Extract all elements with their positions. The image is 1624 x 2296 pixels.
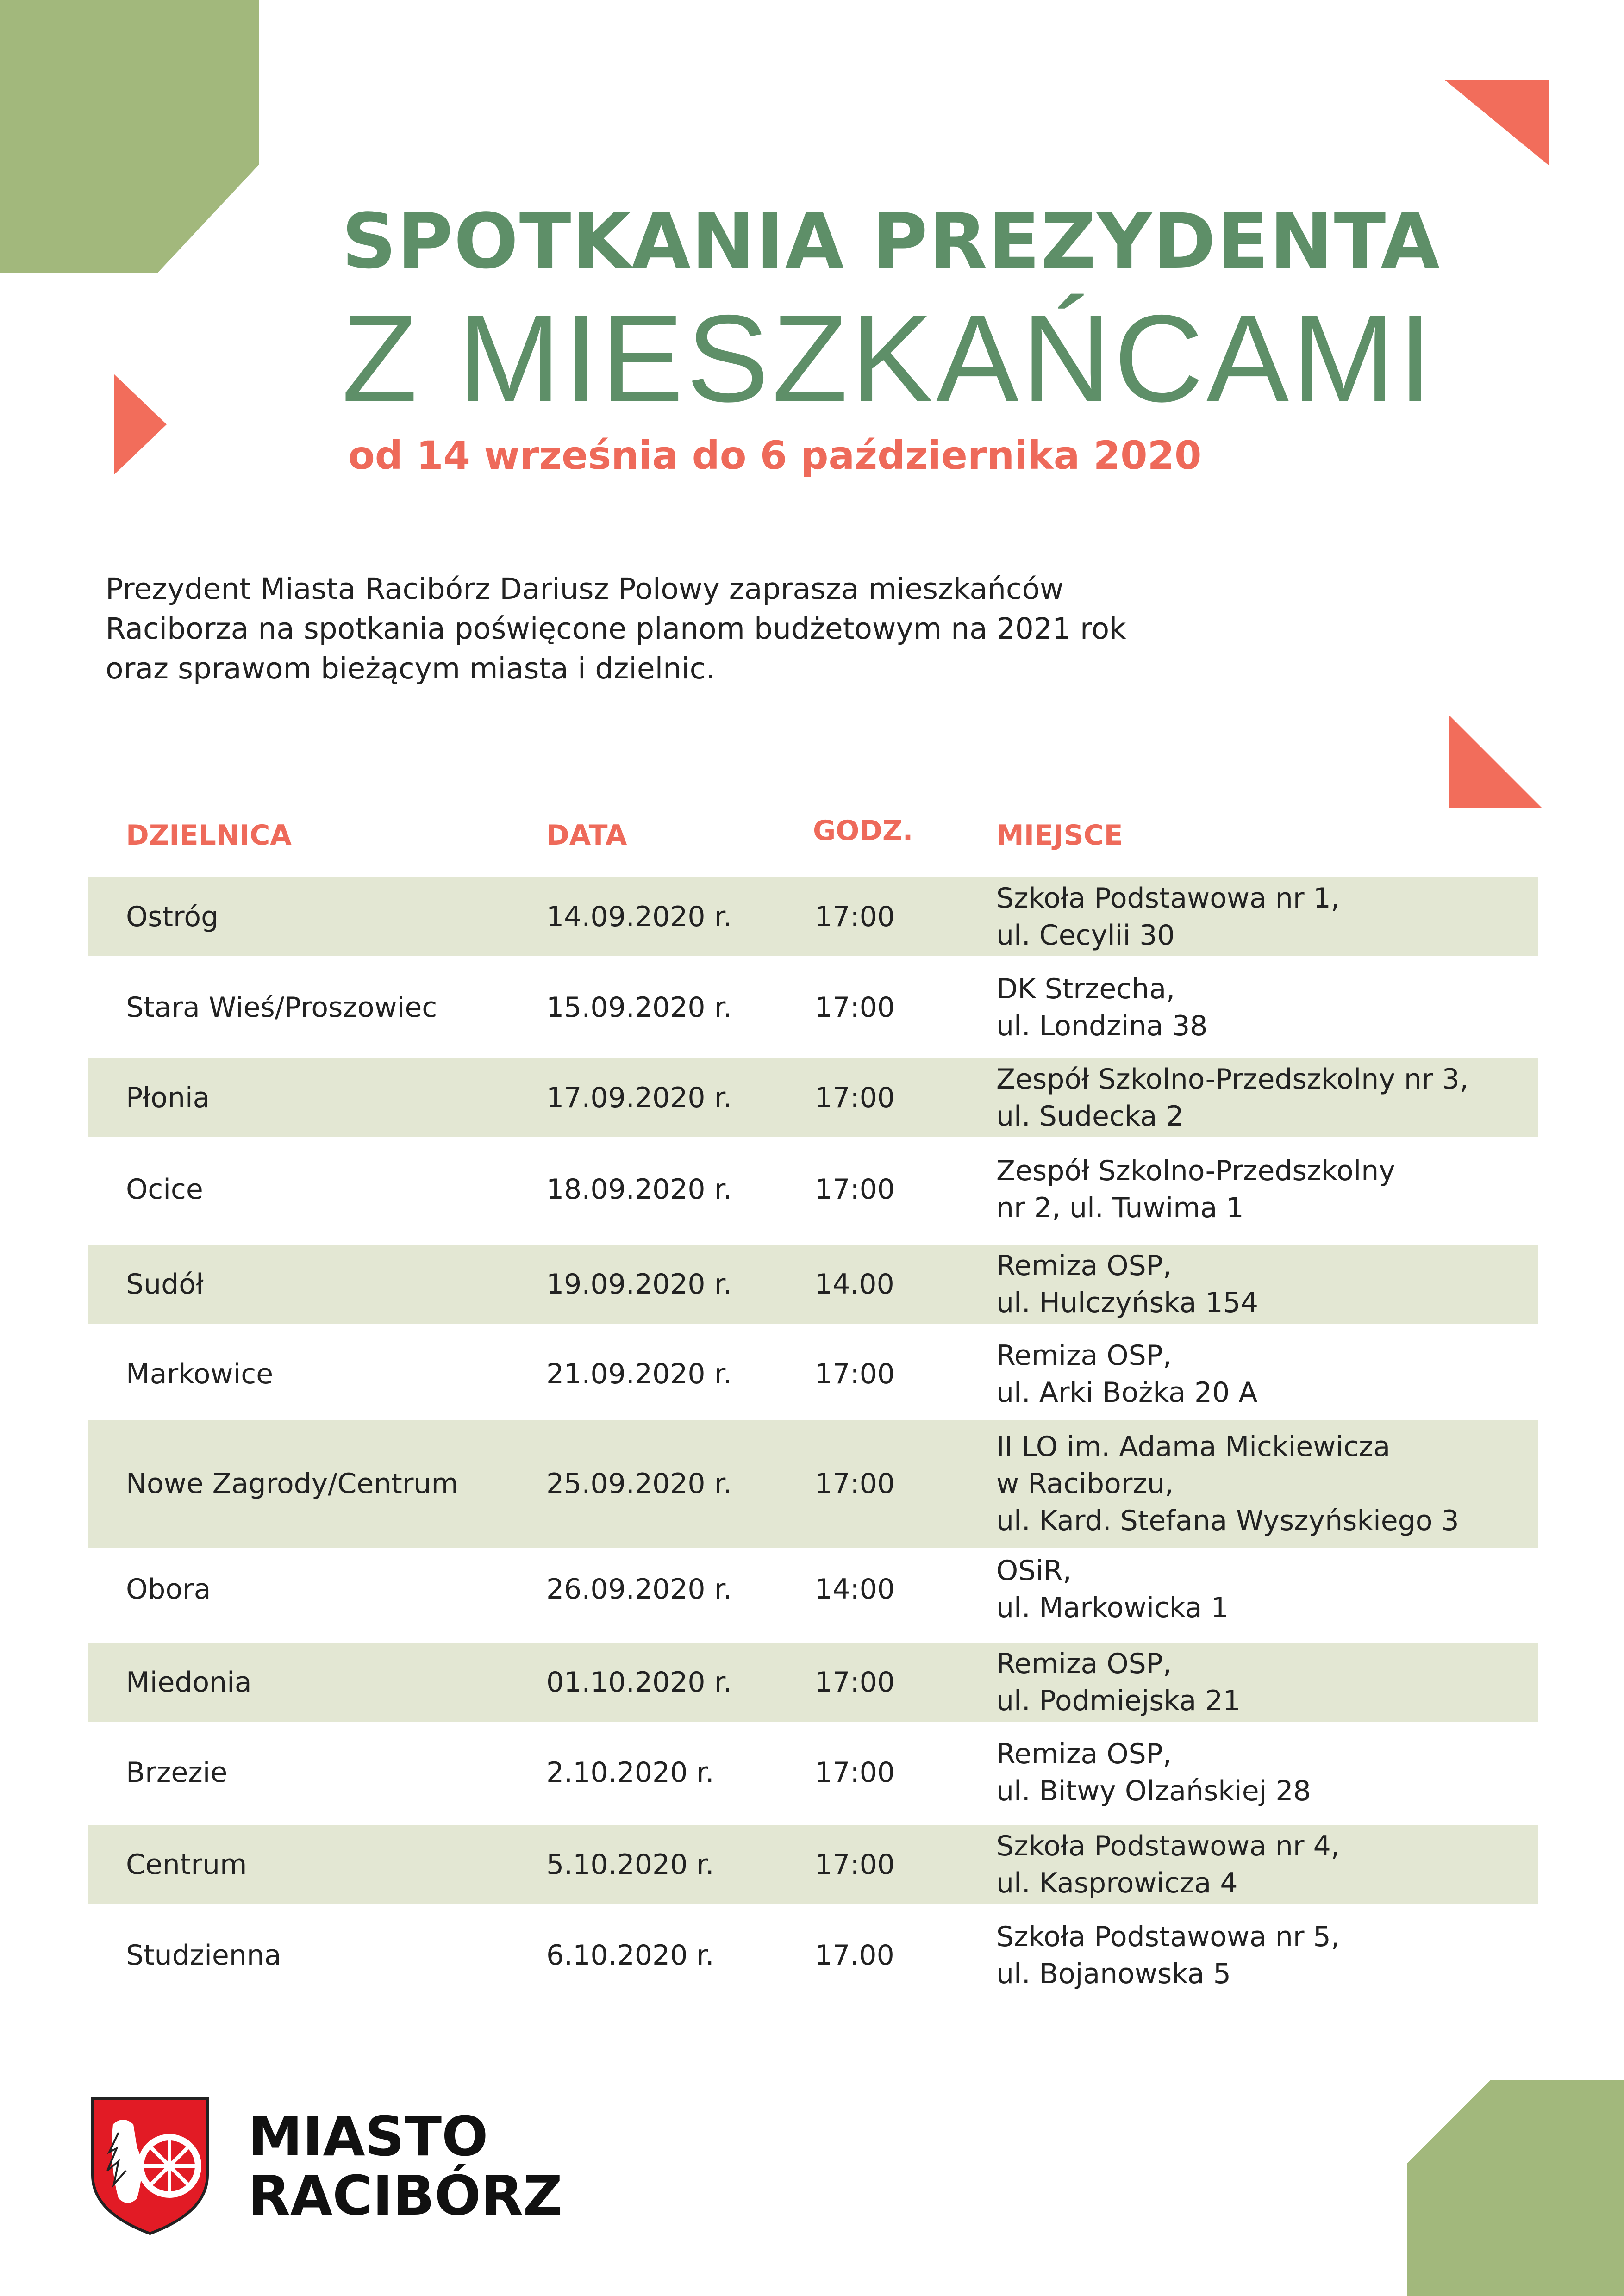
- cell-time: 17:00: [815, 1468, 895, 1500]
- cell-district: Stara Wieś/Proszowiec: [126, 991, 437, 1024]
- cell-place: Remiza OSP, ul. Podmiejska 21: [996, 1648, 1241, 1717]
- eagle-and-wheel-crest-icon: [91, 2097, 209, 2235]
- cell-date: 14.09.2020 r.: [546, 901, 732, 933]
- cell-district: Sudół: [126, 1268, 204, 1300]
- cell-district: Studzienna: [126, 1939, 281, 1972]
- cell-place: Szkoła Podstawowa nr 4, ul. Kasprowicza 4: [996, 1830, 1340, 1899]
- page-title-line2: Z MIESZKAŃCAMI: [342, 289, 1436, 428]
- header-district: DZIELNICA: [126, 819, 292, 852]
- cell-district: Miedonia: [126, 1666, 252, 1699]
- cell-place: Szkoła Podstawowa nr 1, ul. Cecylii 30: [996, 882, 1340, 952]
- header-place: MIEJSCE: [996, 819, 1123, 852]
- header-date: DATA: [546, 819, 627, 852]
- cell-time: 17:00: [815, 1666, 895, 1699]
- cell-date: 15.09.2020 r.: [546, 991, 732, 1024]
- cell-date: 5.10.2020 r.: [546, 1848, 714, 1881]
- cell-district: Płonia: [126, 1082, 210, 1114]
- table-row: [88, 1643, 1538, 1722]
- cell-time: 17:00: [815, 1848, 895, 1881]
- cell-district: Centrum: [126, 1848, 247, 1881]
- cell-place: Remiza OSP, ul. Hulczyńska 154: [996, 1250, 1258, 1319]
- cell-time: 17:00: [815, 1358, 895, 1390]
- cell-date: 18.09.2020 r.: [546, 1173, 732, 1206]
- cell-date: 01.10.2020 r.: [546, 1666, 732, 1699]
- table-row: [88, 1916, 1538, 1995]
- table-row: [88, 1550, 1538, 1629]
- cell-district: Ocice: [126, 1173, 203, 1206]
- cell-time: 14:00: [815, 1573, 895, 1605]
- intro-paragraph: Prezydent Miasta Racibórz Dariusz Polowy zaprasza mieszkańców Raciborza na spotkania poświęcone planom budżetowym na 2021 rok oraz sprawom bieżącym miasta i dzielnic.: [106, 572, 1126, 685]
- page-title-line1: SPOTKANIA PREZYDENTA: [342, 197, 1441, 286]
- header-time: GODZ.: [813, 815, 913, 847]
- table-row: [88, 1825, 1538, 1904]
- cell-place: Zespół Szkolno-Przedszkolny nr 3, ul. Sudecka 2: [996, 1063, 1468, 1132]
- cell-place: II LO im. Adama Mickiewicza w Raciborzu, ul. Kard. Stefana Wyszyńskiego 3: [996, 1431, 1459, 1537]
- cell-time: 17:00: [815, 1756, 895, 1789]
- cell-date: 19.09.2020 r.: [546, 1268, 732, 1300]
- logo-line2: RACIBÓRZ: [248, 2164, 563, 2228]
- date-range-subtitle: od 14 września do 6 października 2020: [348, 433, 1202, 478]
- cell-time: 17:00: [815, 991, 895, 1024]
- cell-time: 17:00: [815, 1082, 895, 1114]
- cell-date: 2.10.2020 r.: [546, 1756, 714, 1789]
- table-row: [88, 1420, 1538, 1548]
- cell-place: DK Strzecha, ul. Londzina 38: [996, 973, 1208, 1042]
- cell-place: OSiR, ul. Markowicka 1: [996, 1555, 1229, 1624]
- cell-district: Obora: [126, 1573, 211, 1605]
- table-row: [88, 1335, 1538, 1413]
- cell-date: 6.10.2020 r.: [546, 1939, 714, 1972]
- cell-district: Ostróg: [126, 901, 219, 933]
- cell-place: Remiza OSP, ul. Bitwy Olzańskiej 28: [996, 1738, 1311, 1807]
- cell-place: Remiza OSP, ul. Arki Bożka 20 A: [996, 1339, 1258, 1409]
- table-row: [88, 968, 1538, 1047]
- table-row: [88, 1150, 1538, 1229]
- cell-time: 17:00: [815, 1173, 895, 1206]
- cell-time: 17.00: [815, 1939, 894, 1972]
- cell-district: Brzezie: [126, 1756, 228, 1789]
- cell-place: Szkoła Podstawowa nr 5, ul. Bojanowska 5: [996, 1921, 1340, 1990]
- table-row: [88, 877, 1538, 956]
- cell-time: 17:00: [815, 901, 895, 933]
- cell-date: 21.09.2020 r.: [546, 1358, 732, 1390]
- table-row: [88, 1058, 1538, 1137]
- cell-time: 14.00: [815, 1268, 894, 1300]
- cell-date: 17.09.2020 r.: [546, 1082, 732, 1114]
- cell-date: 25.09.2020 r.: [546, 1468, 732, 1500]
- city-logo-text: [248, 2104, 563, 2228]
- cell-district: Nowe Zagrody/Centrum: [126, 1468, 458, 1500]
- table-row: [88, 1733, 1538, 1812]
- table-row: [88, 1245, 1538, 1324]
- cell-district: Markowice: [126, 1358, 274, 1390]
- logo-line1: MIASTO: [248, 2104, 488, 2168]
- cell-date: 26.09.2020 r.: [546, 1573, 732, 1605]
- cell-place: Zespół Szkolno-Przedszkolny nr 2, ul. Tuwima 1: [996, 1155, 1395, 1224]
